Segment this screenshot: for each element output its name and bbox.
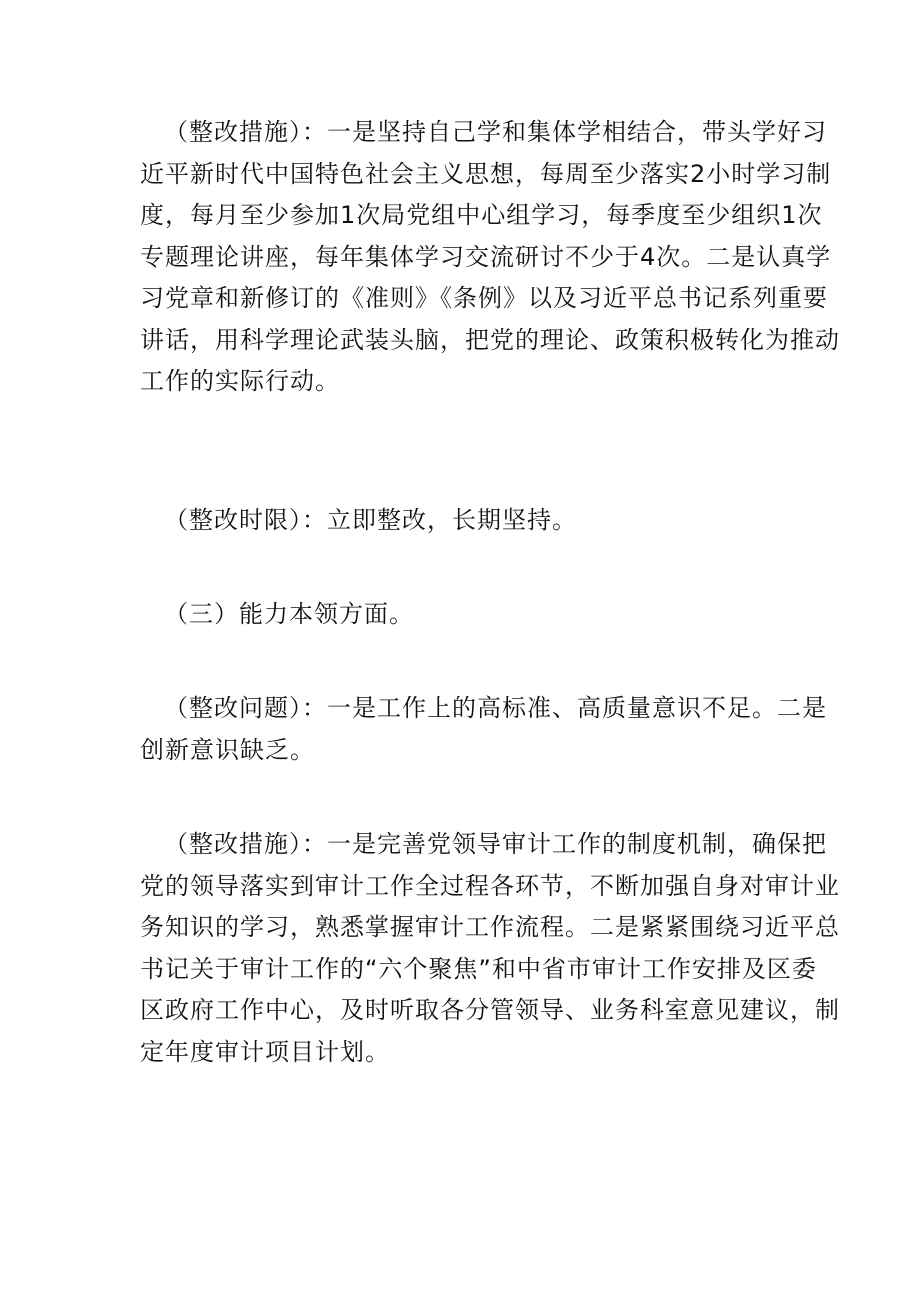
paragraph-line: （整改问题）：一是工作上的高标准、高质量意识不足。二是 [164,694,827,722]
paragraph-line: 定年度审计项目计划。 [140,1037,390,1066]
paragraph-line: （整改措施）：一是坚持自己学和集体学相结合，带头学好习 [164,118,827,146]
paragraph-line: 专题理论讲座，每年集体学习交流研讨不少于4次。二是认真学 [140,242,832,271]
paragraph-line: 书记关于审计工作的“六个聚焦”和中省市审计工作安排及区委 [140,954,817,983]
paragraph-line: 度，每月至少参加1次局党组中心组学习，每季度至少组织1次 [140,201,823,229]
paragraph-line: （整改时限）：立即整改，长期坚持。 [164,506,577,534]
paragraph-rectification-deadline [140,500,785,542]
paragraph-rectification-issues [140,688,827,771]
paragraph-line: 区政府工作中心，及时听取各分管领导、业务科室意见建议，制 [140,996,840,1024]
paragraph-line: 务知识的学习，熟悉掌握审计工作流程。二是紧紧围绕习近平总 [140,913,840,941]
paragraph-line: 讲话，用科学理论武装头脑，把党的理论、政策积极转化为推动 [140,325,840,354]
section-heading-ability [140,594,785,636]
paragraph-rectification-measures-study [140,112,840,403]
paragraph-line: 近平新时代中国特色社会主义思想，每周至少落实2小时学习制 [140,159,832,188]
paragraph-line: 习党章和新修订的《准则》《条例》以及习近平总书记系列重要 [140,284,828,312]
paragraph-line: 党的领导落实到审计工作全过程各环节，不断加强自身对审计业 [140,871,840,900]
paragraph-rectification-measures-audit [140,824,840,1073]
paragraph-line: 工作的实际行动。 [140,367,340,395]
paragraph-line: 创新意识缺乏。 [140,735,315,764]
section-heading: （三）能力本领方面。 [164,600,414,628]
paragraph-line: （整改措施）：一是完善党领导审计工作的制度机制，确保把 [164,830,827,858]
